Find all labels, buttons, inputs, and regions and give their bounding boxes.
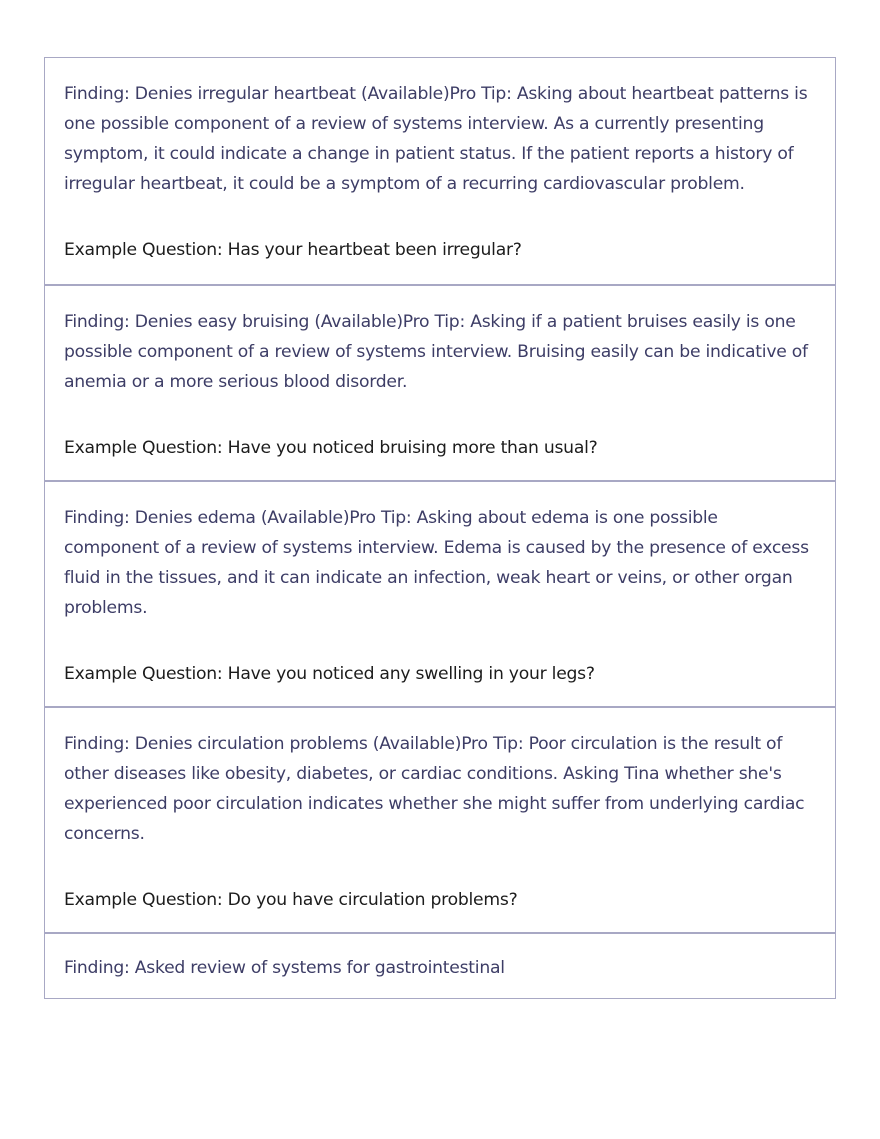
finding-text: Finding: Denies easy bruising (Available)Pro Tip: Asking if a patient bruises easily is one possible component of a review of systems interview. Bruising easily can be indicative of anemia or a more serious blood disorder. (64, 312, 808, 392)
finding-row-irregular-heartbeat (45, 58, 835, 284)
example-question: Example Question: Have you noticed any swelling in your legs? (64, 664, 595, 684)
finding-row-edema (45, 480, 835, 706)
finding-text: Finding: Asked review of systems for gastrointestinal (64, 958, 505, 978)
finding-text: Finding: Denies edema (Available)Pro Tip: Asking about edema is one possible component of a review of systems interview. Edema is caused by the presence of excess fluid in the tissues, and it can indicate an infection, weak heart or veins, or other organ problems. (64, 508, 809, 618)
finding-text: Finding: Denies irregular heartbeat (Available)Pro Tip: Asking about heartbeat patterns is one possible component of a review of systems interview. As a currently presenting symptom, it could indicate a change in patient status. If the patient reports a history of irregular heartbeat, it could be a symptom of a recurring cardiovascular problem. (64, 84, 808, 194)
finding-text: Finding: Denies circulation problems (Available)Pro Tip: Poor circulation is the result of other diseases like obesity, diabetes, or cardiac conditions. Asking Tina whether she's experienced poor circulation indicates whether she might suffer from underlying cardiac concerns. (64, 734, 805, 844)
finding-row-easy-bruising (45, 284, 835, 480)
example-question: Example Question: Have you noticed bruising more than usual? (64, 438, 598, 458)
finding-row-gastrointestinal (45, 932, 835, 998)
finding-row-circulation (45, 706, 835, 932)
example-question: Example Question: Has your heartbeat been irregular? (64, 240, 522, 260)
example-question: Example Question: Do you have circulation problems? (64, 890, 518, 910)
findings-table (44, 57, 836, 999)
